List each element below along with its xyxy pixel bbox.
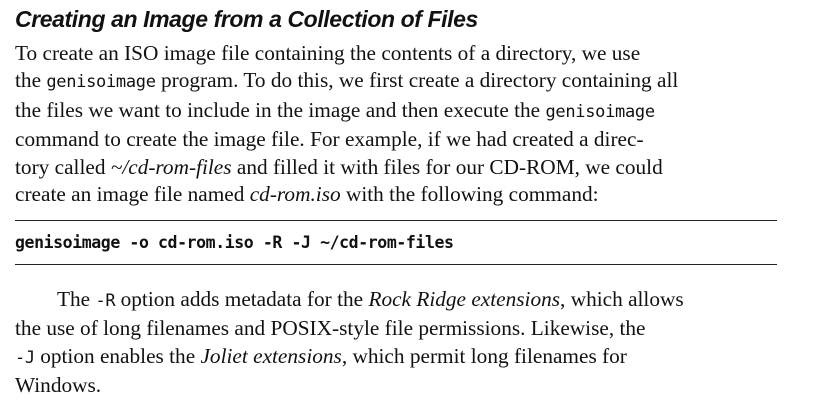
text-line [15, 286, 795, 315]
command-line: genisoimage -o cd-rom.iso -R -J ~/cd-rom-files [15, 233, 454, 252]
text-run: The [57, 287, 96, 311]
inline-code: genisoimage [545, 101, 655, 122]
text-line [15, 372, 795, 399]
inline-code: -R [95, 291, 116, 311]
text-run: option enables the [34, 343, 201, 368]
options-paragraph [15, 286, 795, 400]
text-run: the [15, 68, 47, 93]
text-line [15, 181, 795, 208]
text-run: program. To do this, we first create a directory containing all [155, 68, 679, 93]
text-line [15, 40, 795, 67]
text-line [15, 67, 795, 96]
italic-term: Joliet extensions [200, 343, 342, 368]
text-run: , which allows [560, 287, 684, 311]
text-line [15, 126, 795, 153]
code-block [15, 220, 777, 265]
text-line [15, 154, 795, 181]
italic-path: ~/cd-rom-files [110, 154, 232, 179]
italic-term: Rock Ridge extensions [368, 287, 561, 311]
section-heading: Creating an Image from a Collection of Files [15, 6, 478, 32]
text-line [15, 343, 795, 372]
text-line [15, 315, 795, 342]
text-run: and filled it with files for our CD-ROM, we could [231, 154, 663, 179]
text-run: Windows. [15, 373, 102, 398]
text-run: option adds metadata for the [115, 287, 369, 311]
inline-code: genisoimage [46, 72, 156, 93]
text-run: with the following command: [340, 182, 599, 207]
text-run: create an image file named [15, 182, 250, 207]
text-run: the files we want to include in the image and then execute the [15, 97, 546, 122]
text-run: the use of long filenames and POSIX-style file permissions. Likewise, the [15, 316, 646, 341]
text-run: , which permit long filenames for [341, 343, 627, 368]
italic-filename: cd-rom.iso [249, 182, 341, 207]
intro-paragraph [15, 40, 795, 208]
text-run: command to create the image file. For example, if we had created a direc- [15, 127, 644, 152]
page [15, 0, 795, 398]
text-line [15, 97, 795, 126]
text-run: To create an ISO image file containing the contents of a directory, we use [15, 41, 641, 65]
text-run: tory called [15, 154, 111, 179]
inline-code: -J [15, 347, 35, 368]
